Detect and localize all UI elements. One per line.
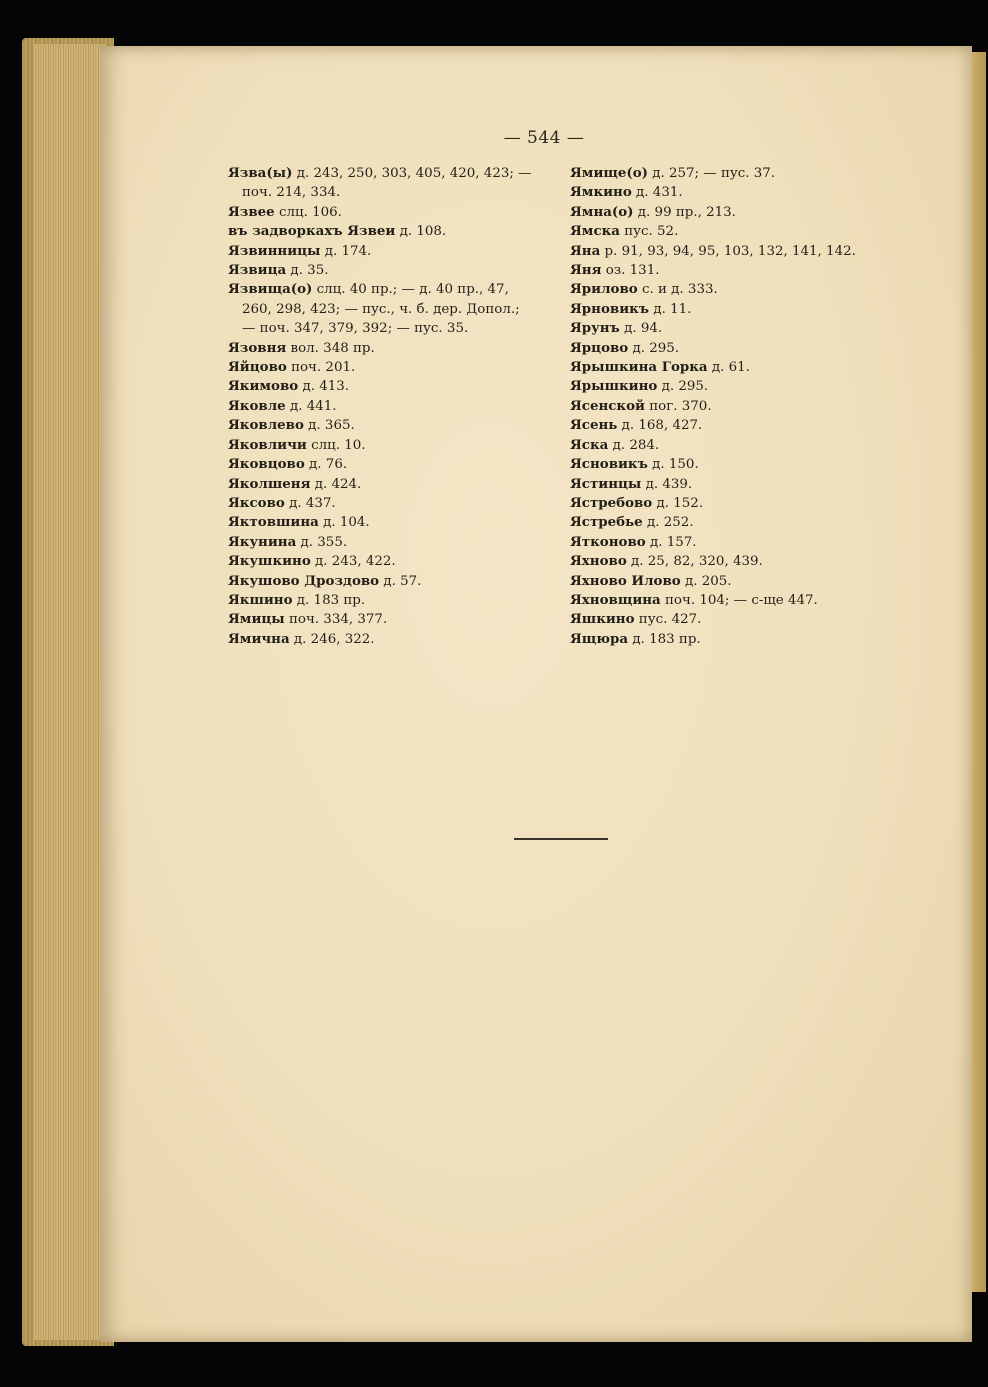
index-references: д. 284. [608, 437, 660, 453]
index-entry [570, 358, 900, 377]
index-entry [570, 533, 900, 552]
index-references-continued: — поч. 347, 379, 392; — пус. 35. [242, 321, 469, 337]
index-headword: Яколшеня [228, 475, 311, 492]
index-entry [570, 416, 900, 435]
index-entry [228, 591, 558, 610]
index-entry [570, 630, 900, 649]
index-references: д. 99 пр., 213. [633, 204, 736, 220]
index-references: д. 365. [303, 418, 355, 434]
index-headword: Ящюра [570, 630, 629, 647]
index-entry [228, 280, 558, 338]
index-headword: Ямска [570, 223, 620, 240]
index-headword: Язвее [228, 203, 275, 220]
index-headword: Ясень [570, 417, 618, 434]
index-entry [228, 416, 558, 435]
index-headword: Яхново Илово [570, 572, 681, 589]
index-headword: Ямична [228, 630, 290, 647]
index-entry [228, 552, 558, 571]
index-entry [228, 610, 558, 629]
index-entry [570, 397, 900, 416]
index-entry [570, 455, 900, 474]
index-headword: Ярунъ [570, 320, 620, 337]
index-headword: Ястребье [570, 514, 643, 531]
index-headword: Яковлево [228, 417, 304, 434]
index-headword: Яхново [570, 553, 627, 570]
index-references: д. 441. [285, 398, 337, 414]
index-headword: Яктовшина [228, 514, 319, 531]
index-references: д. 252. [642, 515, 694, 531]
index-entry [570, 610, 900, 629]
index-entry [570, 242, 900, 261]
index-references: д. 413. [298, 379, 350, 395]
index-references: д. 257; — пус. 37. [647, 166, 776, 181]
index-references: д. 174. [320, 243, 372, 259]
index-entry [228, 377, 558, 396]
index-entry [570, 339, 900, 358]
index-entry [570, 222, 900, 241]
section-divider-rule [514, 838, 608, 840]
index-headword: Яковличи [228, 436, 307, 453]
index-entry [570, 436, 900, 455]
index-references: д. 205. [680, 573, 732, 589]
index-references: д. 424. [310, 476, 362, 492]
index-entry [228, 261, 558, 280]
index-headword: Ярышкина Горка [570, 359, 708, 376]
index-headword: Яйцово [228, 359, 287, 376]
index-entry [570, 591, 900, 610]
index-references: пус. 427. [634, 612, 702, 628]
index-references: д. 25, 82, 320, 439. [626, 554, 763, 570]
index-headword: Ямище(о) [570, 165, 648, 181]
index-entry [228, 436, 558, 455]
index-references: оз. 131. [601, 263, 660, 279]
index-headword: Яня [570, 262, 602, 279]
index-headword: Якимово [228, 378, 299, 395]
index-headword: Ямна(о) [570, 203, 634, 220]
index-references: д. 94. [619, 321, 663, 337]
index-entry [570, 300, 900, 319]
index-headword: Якунина [228, 533, 297, 550]
index-entry [570, 494, 900, 513]
index-references-continued: поч. 214, 334. [242, 185, 341, 201]
index-references: д. 243, 250, 303, 405, 420, 423; — [292, 166, 532, 181]
index-entry [228, 572, 558, 591]
index-headword: Ярцово [570, 339, 629, 356]
index-references: д. 152. [652, 495, 704, 511]
index-references: д. 243, 422. [310, 554, 396, 570]
index-headword: Ясновикъ [570, 456, 648, 473]
index-headword: Яксово [228, 494, 285, 511]
index-references: вол. 348 пр. [286, 340, 375, 356]
index-headword: Яшкино [570, 611, 635, 628]
index-headword: Ярновикъ [570, 300, 650, 317]
index-column-right [570, 164, 900, 649]
index-references: слц. 40 пр.; — д. 40 пр., 47, [312, 282, 509, 298]
index-entry [228, 533, 558, 552]
index-references: д. 183 пр. [628, 631, 701, 647]
index-entry [228, 475, 558, 494]
index-references: пус. 52. [619, 224, 679, 240]
index-entry [228, 222, 558, 241]
index-entry [228, 455, 558, 474]
index-entry [570, 261, 900, 280]
index-references: д. 437. [284, 495, 336, 511]
index-references: д. 157. [645, 534, 697, 550]
index-references: поч. 334, 377. [284, 612, 388, 628]
index-entry [228, 164, 558, 203]
index-headword: Ястребово [570, 494, 653, 511]
index-entry [228, 242, 558, 261]
index-references: д. 57. [379, 573, 422, 589]
index-references: слц. 106. [274, 204, 342, 220]
index-headword: Язовня [228, 339, 287, 356]
index-references: поч. 201. [286, 360, 356, 376]
index-headword: Ярышкино [570, 378, 658, 395]
index-references: д. 76. [304, 457, 348, 473]
index-entry [570, 552, 900, 571]
index-references: д. 35. [286, 263, 329, 279]
page-number: — 544 — [503, 128, 585, 148]
index-entry [228, 513, 558, 532]
index-headword: Ятконово [570, 533, 646, 550]
index-headword: Яна [570, 242, 601, 259]
index-headword: Яковле [228, 397, 286, 414]
index-references: д. 108. [395, 224, 447, 240]
book-page-edges-inner [34, 44, 106, 1340]
index-headword: Ямицы [228, 611, 285, 628]
index-entry [570, 319, 900, 338]
index-references: пог. 370. [644, 398, 712, 414]
index-references: поч. 104; — с-ще 447. [660, 592, 818, 608]
index-headword: Язвица [228, 262, 287, 279]
index-references-continued: 260, 298, 423; — пус., ч. б. дер. Допол.; [242, 301, 520, 317]
index-references: д. 168, 427. [617, 418, 703, 434]
index-entry [570, 183, 900, 202]
index-headword: Яковцово [228, 456, 305, 473]
index-references: слц. 10. [306, 437, 366, 453]
index-references: д. 61. [707, 360, 750, 376]
index-headword: Ярилово [570, 281, 638, 298]
index-entry [228, 339, 558, 358]
index-headword: Язва(ы) [228, 165, 293, 181]
index-entry [570, 203, 900, 222]
index-references: д. 246, 322. [289, 631, 375, 647]
index-headword: въ задворкахъ Язвеи [228, 223, 396, 240]
index-entry [570, 280, 900, 299]
index-headword: Ясенской [570, 397, 645, 414]
index-references: д. 104. [318, 515, 370, 531]
index-entry [228, 358, 558, 377]
index-entry [228, 397, 558, 416]
index-references: д. 355. [296, 534, 348, 550]
index-references: р. 91, 93, 94, 95, 103, 132, 141, 142. [600, 243, 856, 259]
index-headword: Ястинцы [570, 475, 642, 492]
index-references: д. 150. [647, 457, 699, 473]
index-references: д. 295. [628, 340, 680, 356]
index-headword: Язвища(о) [228, 281, 313, 298]
index-headword: Яхновщина [570, 591, 661, 608]
index-references: д. 439. [641, 476, 693, 492]
index-entry [570, 572, 900, 591]
index-entry [570, 377, 900, 396]
index-entry [228, 203, 558, 222]
index-references: д. 295. [657, 379, 709, 395]
index-entry [228, 494, 558, 513]
index-headword: Якшино [228, 591, 293, 608]
index-entry [570, 475, 900, 494]
index-references: с. и д. 333. [637, 282, 718, 298]
index-headword: Ямкино [570, 184, 632, 201]
index-entry [570, 513, 900, 532]
index-entry [228, 630, 558, 649]
index-headword: Яска [570, 436, 609, 453]
index-references: д. 183 пр. [292, 592, 366, 608]
index-entry [570, 164, 900, 183]
index-headword: Якушово Дроздово [228, 572, 380, 589]
index-headword: Язвинницы [228, 242, 321, 259]
index-references: д. 11. [649, 301, 692, 317]
index-headword: Якушкино [228, 553, 311, 570]
index-column-left [228, 164, 558, 649]
index-references: д. 431. [631, 185, 683, 201]
